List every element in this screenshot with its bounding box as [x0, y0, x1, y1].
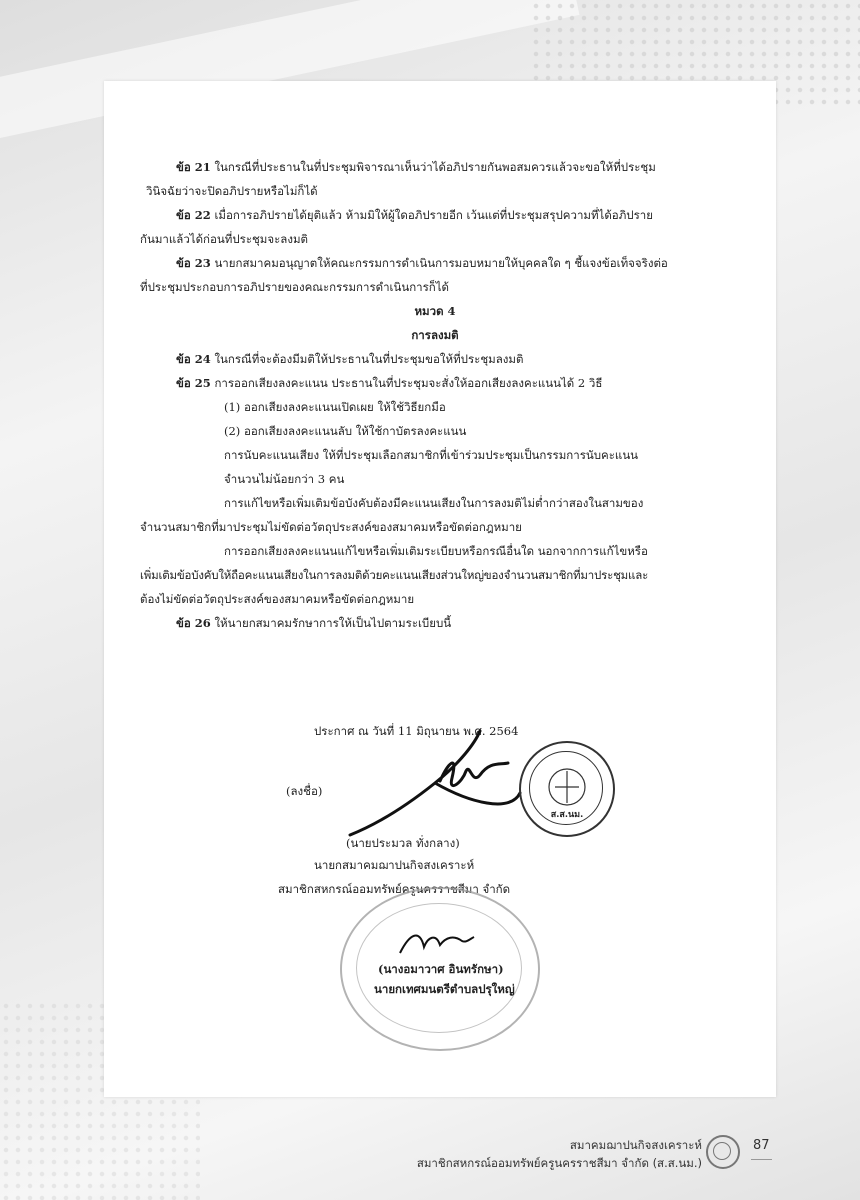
clause-25: [140, 371, 730, 395]
voting-method-2: (2) ออกเสียงลงคะแนนลับ ให้ใช้กาบัตรลงคะแนน: [224, 424, 467, 438]
clause-text: เมื่อการอภิปรายได้ยุติแล้ว ห้ามมิให้ผู้ใดอภิปรายอีก เว้นแต่ที่ประชุมสรุปความที่ได้อภิปราย: [214, 208, 653, 222]
clause-number: ข้อ 23: [176, 256, 211, 270]
registrar-name: (นางอมาวาศ อินทรักษา): [378, 962, 504, 976]
clause-number: ข้อ 24: [176, 352, 211, 366]
regulation-rule-end: ต้องไม่ขัดต่อวัตถุประสงค์ของสมาคมหรือขัดต่อกฎหมาย: [140, 592, 415, 606]
footer-line-2: สมาชิกสหกรณ์ออมทรัพย์ครูนครราชสีมา จำกัด (ส.ส.นม.): [416, 1156, 702, 1170]
clause-text: ในกรณีที่จะต้องมีมติให้ประธานในที่ประชุมขอให้ที่ประชุมลงมติ: [214, 352, 524, 366]
handwritten-signature: [340, 723, 530, 843]
announcement-date: ประกาศ ณ วันที่ 11 มิถุนายน พ.ศ. 2564: [314, 724, 519, 738]
clause-21-cont: วินิจฉัยว่าจะปิดอภิปรายหรือไม่ก็ได้: [146, 184, 318, 198]
amendment-rule: การแก้ไขหรือเพิ่มเติมข้อบังคับต้องมีคะแนนเสียงในการลงมติไม่ต่ำกว่าสองในสามของ: [224, 496, 644, 510]
sign-label: (ลงชื่อ): [286, 784, 323, 798]
clause-26: [140, 611, 730, 635]
seal-emblem-icon: [541, 761, 593, 813]
clause-text: นายกสมาคมอนุญาตให้คณะกรรมการดำเนินการมอบหมายให้บุคคลใด ๆ ชี้แจงข้อเท็จจริงต่อ: [214, 256, 668, 270]
association-logo-icon: [706, 1135, 740, 1169]
clause-23-cont: ที่ประชุมประกอบการอภิปรายของคณะกรรมการดำเนินการก็ได้: [140, 280, 450, 294]
clause-text: การออกเสียงลงคะแนน ประธานในที่ประชุมจะสั่งให้ออกเสียงลงคะแนนได้ 2 วิธี: [214, 376, 603, 390]
clause-number: ข้อ 25: [176, 376, 211, 390]
document-sheet: [104, 81, 776, 1097]
amendment-rule-cont: จำนวนสมาชิกที่มาประชุมไม่ขัดต่อวัตถุประสงค์ของสมาคมหรือขัดต่อกฎหมาย: [140, 520, 522, 534]
signer-title-2: สมาชิกสหกรณ์ออมทรัพย์ครูนครราชสีมา จำกัด: [278, 882, 511, 896]
clause-number: ข้อ 26: [176, 616, 211, 630]
vote-count-rule: การนับคะแนนเสียง ให้ที่ประชุมเลือกสมาชิกที่เข้าร่วมประชุมเป็นกรรมการนับคะแนน: [224, 448, 639, 462]
clause-text: ในกรณีที่ประธานในที่ประชุมพิจารณาเห็นว่าได้อภิปรายกันพอสมควรแล้วจะขอให้ที่ประชุม: [214, 160, 656, 174]
clause-23: [140, 251, 730, 275]
footer-organization: [417, 1136, 702, 1172]
clause-number: ข้อ 21: [176, 160, 211, 174]
clause-21: [140, 155, 730, 179]
association-seal: [519, 741, 615, 837]
clause-22: [140, 203, 730, 227]
clause-number: ข้อ 22: [176, 208, 211, 222]
clause-24: [140, 347, 730, 371]
vote-count-rule-cont: จำนวนไม่น้อยกว่า 3 คน: [224, 472, 345, 486]
seal-abbreviation: ส.ส.นม.: [550, 810, 584, 820]
chapter-heading: หมวด 4: [414, 304, 456, 318]
signer-title: นายกสมาคมฌาปนกิจสงเคราะห์: [314, 858, 475, 872]
registrar-title: นายกเทศมนตรีตำบลปรุใหญ่: [374, 982, 515, 996]
voting-method-1: (1) ออกเสียงลงคะแนนเปิดเผย ให้ใช้วิธียกมือ: [224, 400, 446, 414]
page-number: 87: [751, 1138, 772, 1160]
registrar-signature: [396, 923, 476, 963]
regulation-rule-cont: เพิ่มเติมข้อบังคับให้ถือคะแนนเสียงในการลงมติด้วยคะแนนเสียงส่วนใหญ่ของจำนวนสมาชิกที่มาประชุมและ: [140, 568, 649, 582]
signer-name: (นายประมวล ทั่งกลาง): [346, 836, 460, 850]
chapter-title: การลงมติ: [411, 328, 459, 342]
clause-text: ให้นายกสมาคมรักษาการให้เป็นไปตามระเบียบนี้: [214, 616, 452, 630]
document-body: [140, 155, 730, 635]
clause-22-cont: กันมาแล้วได้ก่อนที่ประชุมจะลงมติ: [140, 232, 309, 246]
footer-line-1: สมาคมฌาปนกิจสงเคราะห์: [569, 1138, 702, 1152]
regulation-rule: การออกเสียงลงคะแนนแก้ไขหรือเพิ่มเติมระเบียบหรือกรณีอื่นใด นอกจากการแก้ไขหรือ: [224, 544, 648, 558]
